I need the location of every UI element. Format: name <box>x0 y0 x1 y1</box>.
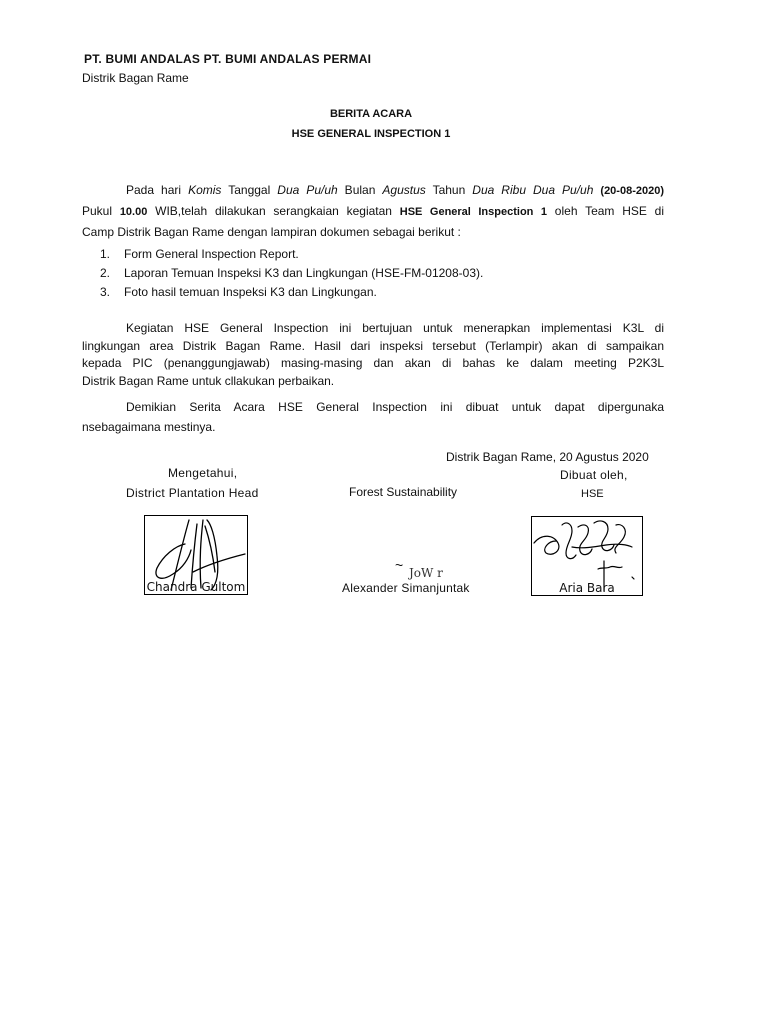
activity-name: HSE General Inspection 1 <box>399 206 548 218</box>
list-item: 2. Laporan Temuan Inspeksi K3 dan Lingkungan (HSE-FM-01208-03). <box>100 266 484 280</box>
place-and-date: Distrik Bagan Rame, 20 Agustus 2020 <box>446 450 649 464</box>
acknowledged-name: Chandra Gultom <box>146 580 246 594</box>
attachment-list <box>100 245 483 302</box>
prepared-name: Aria Bara <box>559 581 615 595</box>
document-subtitle: HSE GENERAL INSPECTION 1 <box>291 128 451 140</box>
list-item: 3. Foto hasil temuan Inspeksi K3 dan Lingkungan. <box>100 285 377 299</box>
prepared-label: Dibuat oleh, <box>560 468 628 482</box>
inspection-time: 10.00 <box>119 206 148 218</box>
closing-paragraph: Demikian Serita Acara HSE General Inspection ini dibuat untuk dapat dipergunaka nsebagaimana mestinya. <box>82 400 664 434</box>
middle-signature-scribble: JoW r <box>409 566 443 580</box>
opening-line-3: Camp Distrik Bagan Rame dengan lampiran dokumen sebagai berikut : <box>82 225 461 239</box>
opening-line-1: Pada hari Komis Tanggal Dua Pu/uh Bulan Agustus Tahun Dua Ribu Dua Pu/uh (20-08-2020) <box>126 183 664 197</box>
purpose-paragraph: Kegiatan HSE General Inspection ini bertujuan untuk menerapkan implementasi K3L di lingkungan area Distrik Bagan Rame. Hasil dari inspeksi tersebut (Terlampir) akan di sampaikan kepada PIC (penanggungjawab) masing-masing dan akan di bahas ke dalam meeting P2K3L Distrik Bagan Rame untuk cllakukan perbaikan. <box>82 321 664 388</box>
company-name: PT. BUMI ANDALAS PT. BUMI ANDALAS PERMAI <box>84 52 372 66</box>
signature-box-acknowledged <box>144 515 248 595</box>
opening-paragraph <box>82 180 664 242</box>
signature-box-prepared <box>531 516 643 596</box>
list-item: 1. Form General Inspection Report. <box>100 247 299 261</box>
opening-line-2: Pukul 10.00 WIB,telah dilakukan serangkaian kegiatan HSE General Inspection 1 oleh Team HSE di <box>82 204 665 218</box>
numeric-date: (20-08-2020) <box>600 185 664 197</box>
middle-role: Forest Sustainability <box>349 485 458 499</box>
middle-name: Alexander Simanjuntak <box>342 581 470 595</box>
acknowledged-label: Mengetahui, <box>168 466 238 480</box>
district-name: Distrik Bagan Rame <box>82 71 189 85</box>
acknowledged-role: District Plantation Head <box>126 486 259 500</box>
document-title: BERITA ACARA <box>329 108 413 120</box>
middle-tilde: ~ <box>395 557 404 573</box>
prepared-role: HSE <box>581 488 604 500</box>
